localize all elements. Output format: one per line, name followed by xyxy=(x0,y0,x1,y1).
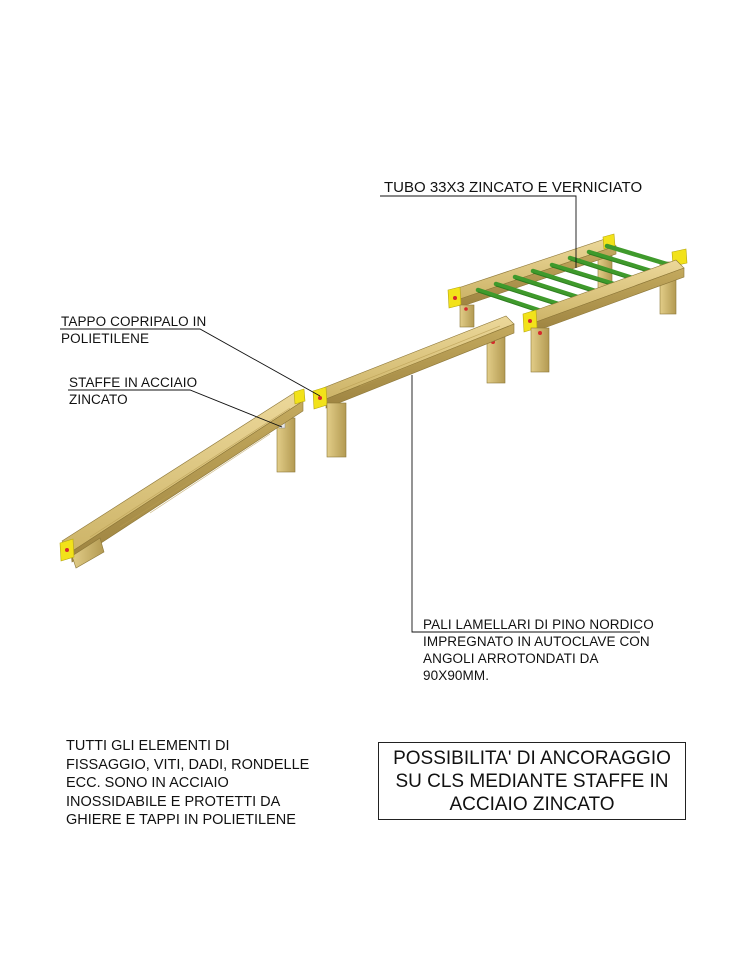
note-line: ECC. SONO IN ACCIAIO xyxy=(66,775,229,791)
label-pali-line1: PALI LAMELLARI DI PINO NORDICO xyxy=(423,617,654,632)
note-line: GHIERE E TAPPI IN POLIETILENE xyxy=(66,812,296,828)
anchoring-note-box xyxy=(378,742,686,820)
label-staffe-line1: STAFFE IN ACCIAIO xyxy=(69,375,198,390)
label-staffe-line2: ZINCATO xyxy=(69,392,128,407)
ramp-beam xyxy=(326,324,514,408)
bolt xyxy=(538,331,542,335)
leader-line-pali xyxy=(412,375,640,632)
box-line: ACCIAIO ZINCATO xyxy=(449,794,615,815)
bolt xyxy=(464,307,468,311)
label-tappo-line2: POLIETILENE xyxy=(61,331,150,346)
bolt xyxy=(318,396,322,400)
bolt xyxy=(528,319,532,323)
label-tubo: TUBO 33X3 ZINCATO E VERNICIATO xyxy=(384,179,643,196)
monkey-bar-frame xyxy=(448,234,687,372)
cap xyxy=(294,389,305,404)
box-line: POSSIBILITA' DI ANCORAGGIO xyxy=(393,748,671,769)
note-line: TUTTI GLI ELEMENTI DI xyxy=(66,738,230,754)
ramp-beam xyxy=(318,316,514,399)
label-tappo-line1: TAPPO COPRIPALO IN xyxy=(61,314,207,329)
post xyxy=(487,337,505,383)
ramp-beam xyxy=(71,401,303,562)
note-line: FISSAGGIO, VITI, DADI, RONDELLE xyxy=(66,756,310,773)
bolt xyxy=(65,548,69,552)
label-pali-line3: ANGOLI ARROTONDATI DA xyxy=(423,651,599,666)
ramp-beam xyxy=(62,393,303,552)
middle-beam xyxy=(313,316,514,457)
leader-line-tubo xyxy=(380,196,576,268)
box-line: SU CLS MEDIANTE STAFFE IN xyxy=(395,771,669,792)
general-note xyxy=(66,737,309,830)
post xyxy=(327,403,346,457)
label-pali-line2: IMPREGNATO IN AUTOCLAVE CON xyxy=(423,634,650,649)
left-beam xyxy=(60,389,305,568)
note-line: INOSSIDABILE E PROTETTI DA xyxy=(66,793,281,810)
label-pali-line4: 90X90MM. xyxy=(423,668,490,683)
bolt xyxy=(453,296,457,300)
